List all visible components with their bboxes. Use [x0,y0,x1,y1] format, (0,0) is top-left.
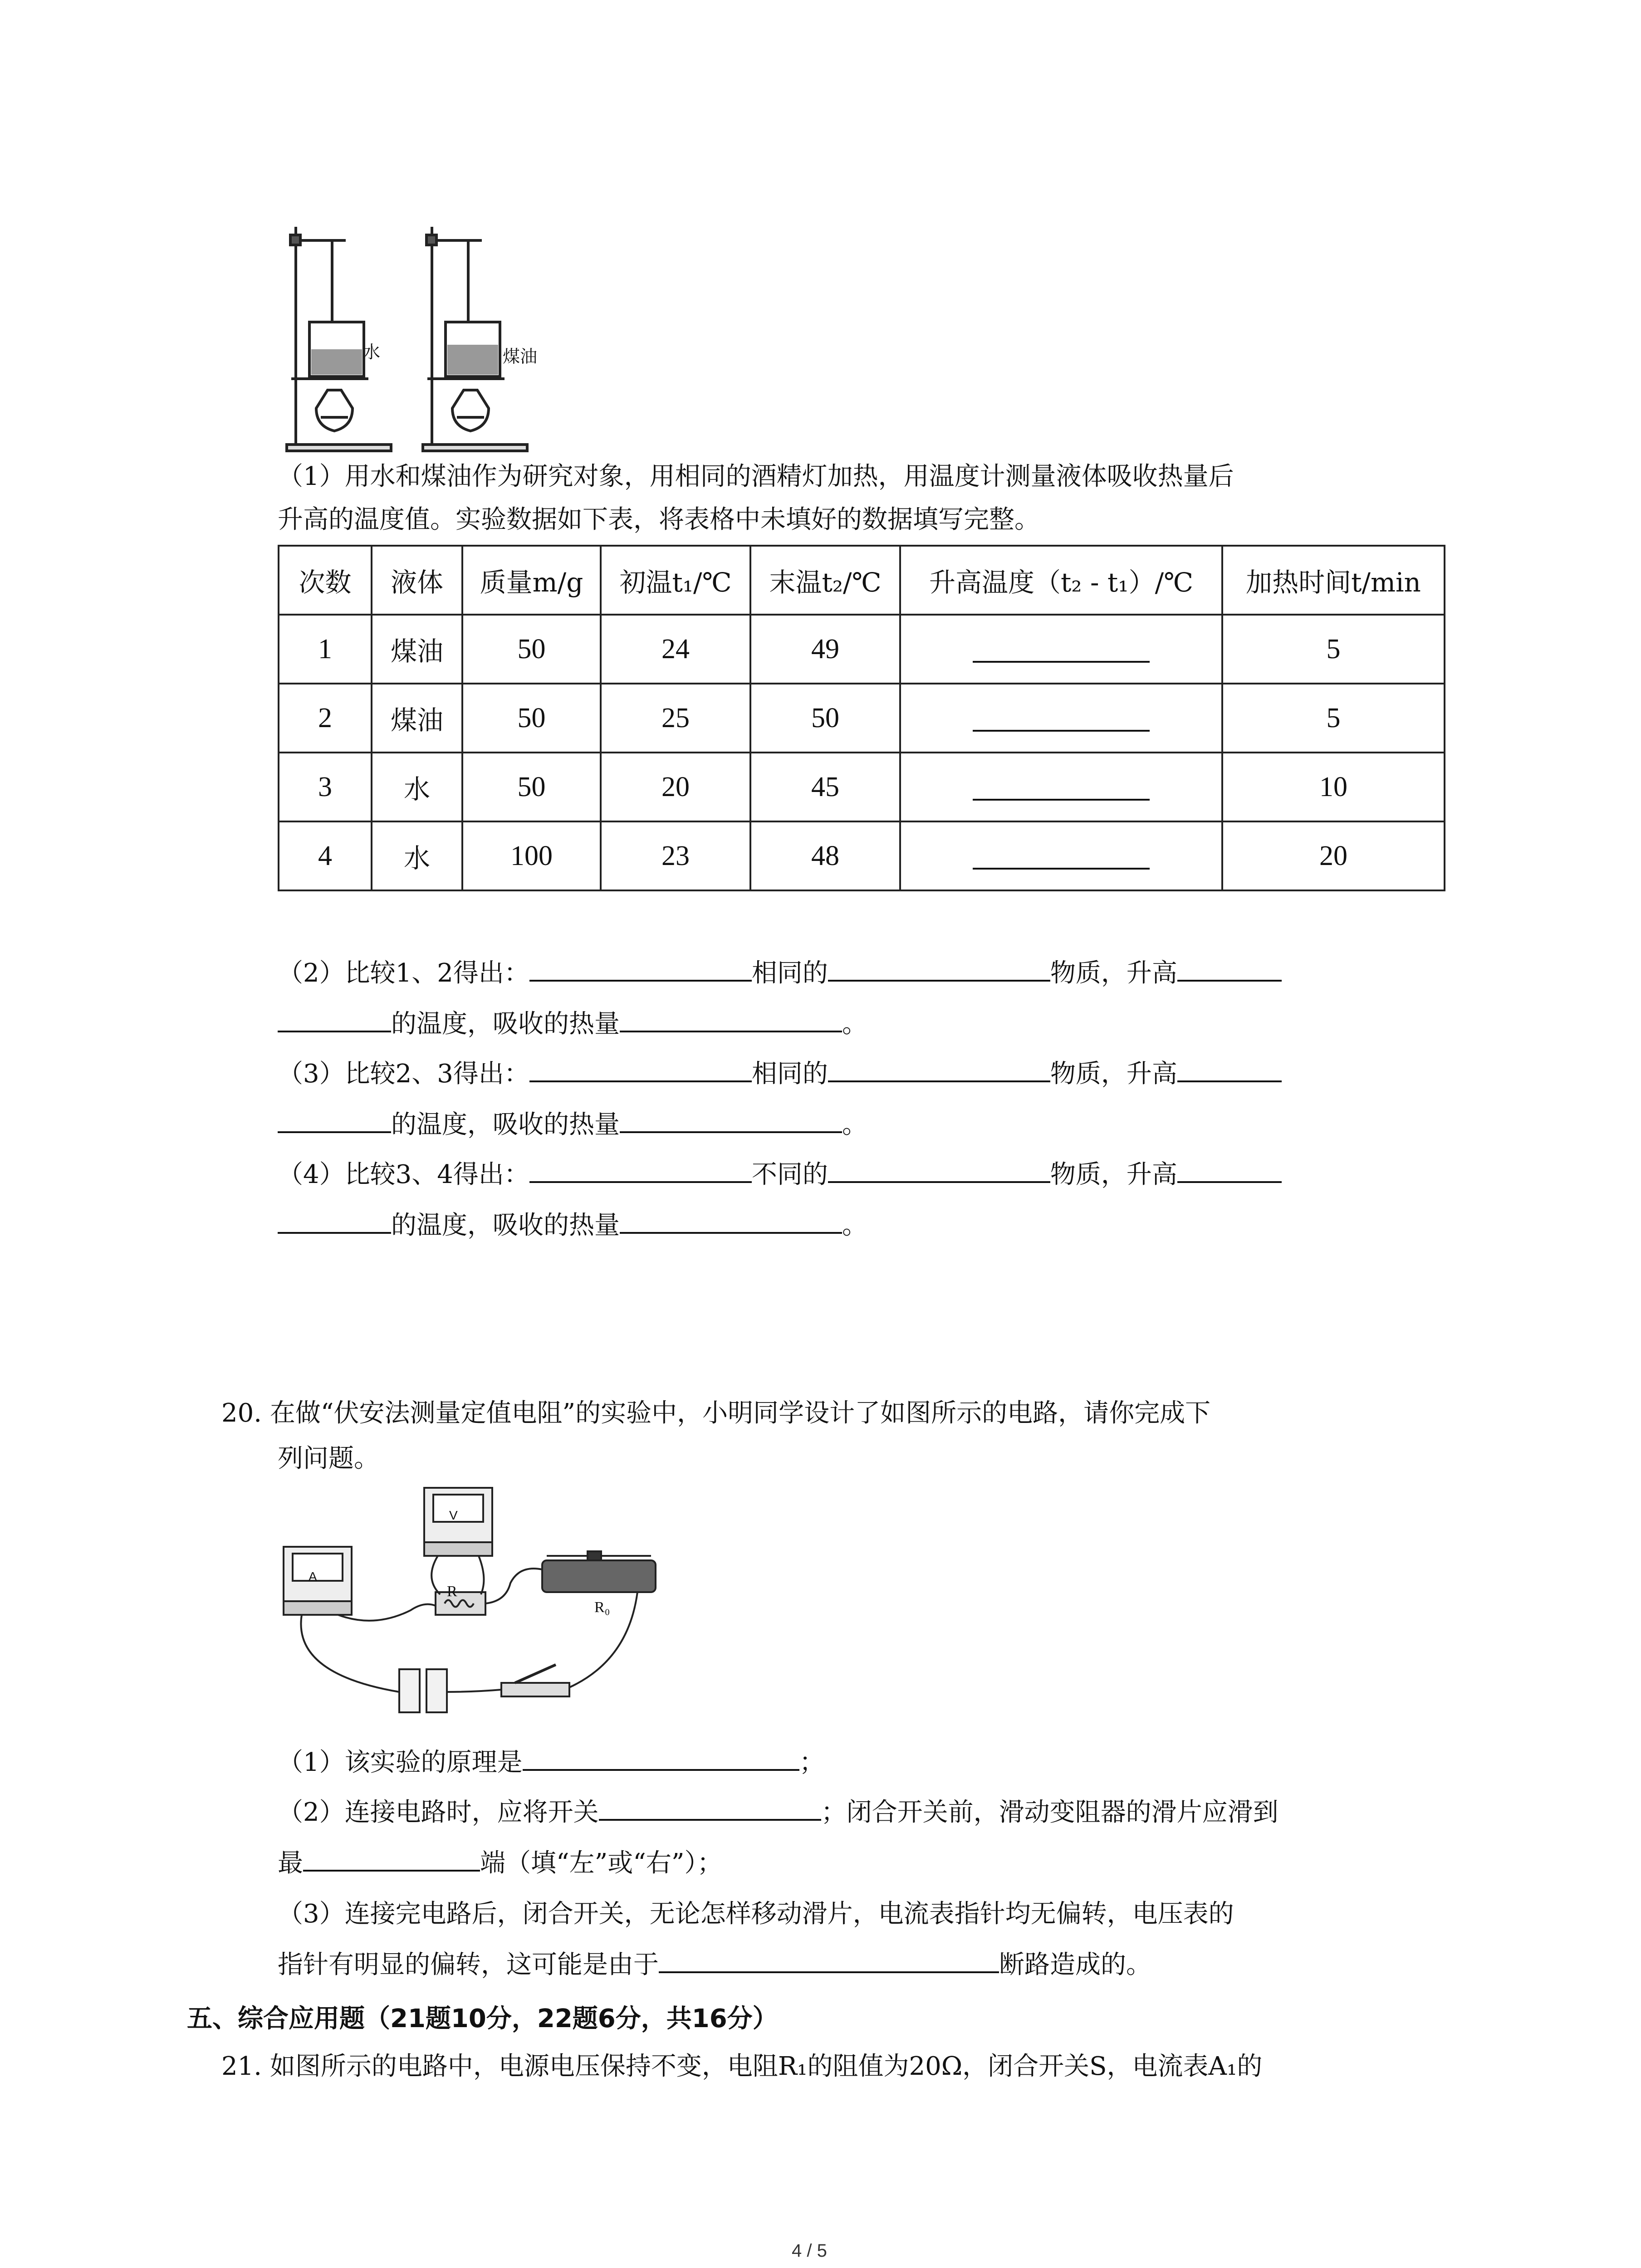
q19-p1-line2: 升高的温度值。实验数据如下表，将表格中未填好的数据填写完整。 [278,505,1040,534]
table-cell: 24 [601,615,750,684]
table-cell: 20 [601,753,750,821]
table-cell: 4 [279,821,372,890]
resistor-label: R [447,1583,457,1600]
heating-apparatus-figure [278,218,550,454]
q19-p3-line2-text: 的温度，吸收的热量 [391,1110,620,1139]
answer-blank[interactable] [278,1203,391,1234]
answer-blank-cell[interactable] [900,684,1222,753]
q19-p4-line2-text: 的温度，吸收的热量 [391,1211,620,1240]
q19-p3-end: 。 [842,1110,867,1139]
voltmeter-label: V [449,1508,458,1522]
table-cell: 23 [601,821,750,890]
table-cell: 5 [1222,684,1445,753]
header-cell: 初温t₁/℃ [601,546,750,615]
q19-p2-mid1: 相同的 [751,958,828,988]
ammeter-label: A [309,1569,317,1584]
header-cell: 升高温度（t₂ - t₁）/℃ [900,546,1222,615]
label-kerosene: 煤油 [503,347,538,367]
table-cell: 煤油 [372,684,462,753]
table-row [279,684,1445,753]
table-cell: 48 [750,821,900,890]
q19-p4-line2 [278,1200,867,1251]
table-row [279,753,1445,821]
label-water: 水 [363,342,381,362]
q19-p3-mid2: 物质，升高 [1050,1059,1177,1089]
answer-blank[interactable] [620,1102,842,1133]
answer-blank[interactable] [1177,1152,1282,1183]
answer-blank[interactable] [529,951,752,982]
table-cell: 100 [462,821,601,890]
q19-p2-line1 [278,948,1282,999]
q19-p3-prefix: （3）比较2、3得出： [278,1059,529,1089]
answer-blank[interactable] [303,1841,480,1872]
q19-p4-mid1: 不同的 [751,1160,828,1189]
answer-blank[interactable] [828,1152,1050,1183]
answer-blank-cell[interactable] [900,615,1222,684]
answer-blank[interactable] [529,1051,752,1082]
q20-p3-line2a: 指针有明显的偏转，这可能是由于 [278,1950,659,1980]
q19-p2-prefix: （2）比较1、2得出： [278,958,529,988]
q20-p1 [278,1737,825,1788]
q20-line1: 20. 在做“伏安法测量定值电阻”的实验中，小明同学设计了如图所示的电路，请你完成下 [221,1398,1211,1428]
q19-p4-line1 [278,1149,1282,1200]
section-5-title: 五、综合应用题（21题10分，22题6分，共16分） [187,2004,778,2033]
answer-blank[interactable] [620,1002,842,1032]
header-cell: 质量m/g [462,546,601,615]
table-cell: 20 [1222,821,1445,890]
table-cell: 10 [1222,753,1445,821]
q20-p2-mid: ；闭合开关前，滑动变阻器的滑片应滑到 [821,1798,1279,1827]
q20-p3-line2b: 断路造成的。 [999,1950,1151,1980]
answer-blank[interactable] [523,1740,799,1771]
table-cell: 水 [372,753,462,821]
table-cell: 水 [372,821,462,890]
answer-blank-cell[interactable] [900,753,1222,821]
q20-p1-end: ； [799,1748,825,1777]
header-cell: 液体 [372,546,462,615]
q21-line1: 21. 如图所示的电路中，电源电压保持不变，电阻R₁的阻值为20Ω，闭合开关S，电流表A₁的 [221,2052,1263,2081]
answer-blank-cell[interactable] [900,821,1222,890]
q19-p2-line2-text: 的温度，吸收的热量 [391,1009,620,1039]
header-cell: 加热时间t/min [1222,546,1445,615]
table-cell: 50 [462,753,601,821]
table-cell: 49 [750,615,900,684]
table-row [279,821,1445,890]
table-cell: 45 [750,753,900,821]
answer-blank[interactable] [278,1002,391,1032]
table-cell: 3 [279,753,372,821]
answer-blank[interactable] [620,1203,842,1234]
table-cell: 50 [462,615,601,684]
answer-blank[interactable] [1177,951,1282,982]
page-number: 4 / 5 [792,2241,827,2261]
q19-p1-line1: （1）用水和煤油作为研究对象，用相同的酒精灯加热，用温度计测量液体吸收热量后 [278,462,1234,491]
q20-p2-prefix: （2）连接电路时，应将开关 [278,1798,599,1827]
q20-p1-prefix: （1）该实验的原理是 [278,1748,523,1777]
q20-p3-line1: （3）连接完电路后，闭合开关，无论怎样移动滑片，电流表指针均无偏转，电压表的 [278,1899,1234,1929]
header-cell: 末温t₂/℃ [750,546,900,615]
table-row [279,615,1445,684]
q20-line2: 列问题。 [278,1444,379,1473]
experiment-data-table [278,545,1445,891]
table-cell: 2 [279,684,372,753]
rheostat-label: R₀ [594,1599,610,1616]
q19-p2-mid2: 物质，升高 [1050,958,1177,988]
answer-blank[interactable] [1177,1051,1282,1082]
q20-p2-line2 [278,1838,723,1889]
q19-p2-end: 。 [842,1009,867,1039]
q20-p2-line2b: 端（填“左”或“右”）； [480,1848,723,1878]
q20-p3-line2 [278,1940,1151,1990]
circuit-figure [274,1479,683,1724]
answer-blank[interactable] [828,1051,1050,1082]
table-cell: 50 [750,684,900,753]
table-cell: 50 [462,684,601,753]
q19-p3-line2 [278,1100,867,1150]
q19-p3-mid1: 相同的 [751,1059,828,1089]
q19-p3-line1 [278,1049,1282,1100]
q19-p4-prefix: （4）比较3、4得出： [278,1160,529,1189]
q19-p4-end: 。 [842,1211,867,1240]
answer-blank[interactable] [529,1152,752,1183]
answer-blank[interactable] [828,951,1050,982]
answer-blank[interactable] [278,1102,391,1133]
table-cell: 煤油 [372,615,462,684]
q20-p2-line2a: 最 [278,1848,303,1878]
table-cell: 1 [279,615,372,684]
table-cell: 5 [1222,615,1445,684]
q19-p4-mid2: 物质，升高 [1050,1160,1177,1189]
table-cell: 25 [601,684,750,753]
q19-p2-line2 [278,999,867,1050]
table-header-row [279,546,1445,615]
answer-blank[interactable] [659,1942,999,1973]
header-cell: 次数 [279,546,372,615]
q20-p2-line1 [278,1787,1279,1838]
answer-blank[interactable] [599,1790,821,1821]
